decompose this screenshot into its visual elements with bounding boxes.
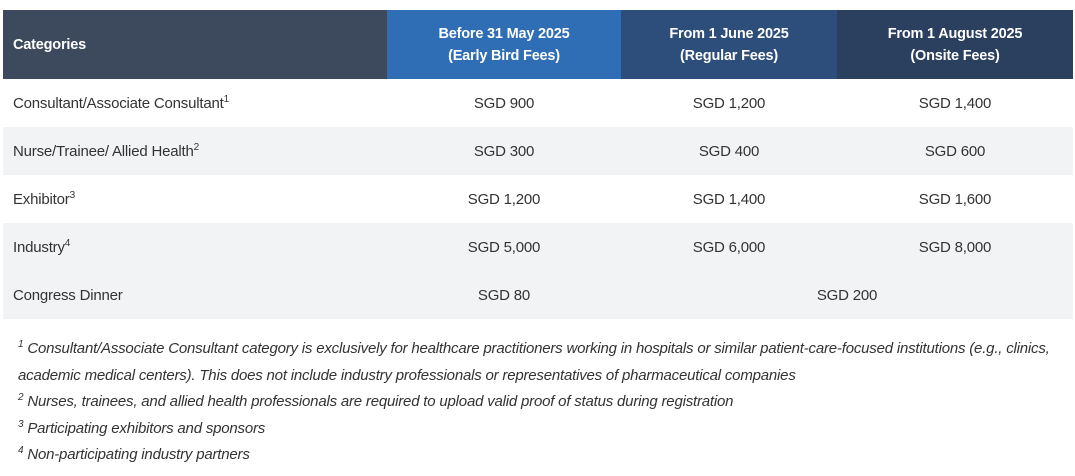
header-regular	[621, 10, 837, 79]
regular-fee: SGD 1,200	[621, 79, 837, 127]
early-fee: SGD 900	[387, 79, 621, 127]
regular-fee: SGD 6,000	[621, 223, 837, 271]
table-row	[3, 175, 1073, 223]
row-category	[3, 79, 387, 127]
footnote	[18, 442, 1058, 469]
dinner-early-fee: SGD 80	[387, 271, 621, 319]
category-label: Industry	[13, 238, 65, 256]
dinner-later-fee: SGD 200	[621, 271, 1073, 319]
table-row	[3, 223, 1073, 271]
footnote-number: 4	[18, 445, 24, 456]
footnote	[18, 336, 1058, 389]
footnote-number: 2	[18, 392, 24, 403]
footnote-mark: 4	[64, 237, 71, 249]
header-categories: Categories	[3, 10, 387, 79]
footnote-text: Consultant/Associate Consultant category is exclusively for healthcare practitioners working in hospitals or similar patient-care-focused institutions (e.g., clinics, academic medical centers). This does not include industry professionals or representatives of pharmaceutical companies	[18, 340, 1050, 384]
row-category	[3, 175, 387, 223]
footnote	[18, 416, 1058, 443]
footnote-mark: 1	[223, 93, 229, 105]
header-early-bird	[387, 10, 621, 79]
header-early-date: Before 31 May 2025	[438, 25, 570, 42]
footnotes	[18, 336, 1058, 469]
row-category: Congress Dinner	[3, 271, 387, 319]
table-row	[3, 79, 1073, 127]
footnote-text: Non-participating industry partners	[27, 446, 250, 463]
header-onsite-date: From 1 August 2025	[887, 25, 1023, 42]
header-early-label: (Early Bird Fees)	[448, 47, 560, 64]
footnote-number: 1	[18, 339, 24, 350]
footnote	[18, 389, 1058, 416]
regular-fee: SGD 400	[621, 127, 837, 175]
onsite-fee: SGD 600	[837, 127, 1073, 175]
header-onsite-label: (Onsite Fees)	[910, 47, 1000, 64]
registration-fees-table	[3, 10, 1073, 319]
row-category	[3, 127, 387, 175]
category-label: Nurse/Trainee/ Allied Health	[13, 142, 194, 160]
table-row	[3, 127, 1073, 175]
regular-fee: SGD 1,400	[621, 175, 837, 223]
footnote-number: 3	[18, 418, 24, 430]
onsite-fee: SGD 1,600	[837, 175, 1073, 223]
footnote-mark: 3	[69, 189, 75, 201]
header-regular-date: From 1 June 2025	[669, 25, 789, 42]
category-label: Exhibitor	[13, 190, 70, 208]
fees-table-container	[3, 10, 1073, 319]
onsite-fee: SGD 8,000	[837, 223, 1073, 271]
early-fee: SGD 5,000	[387, 223, 621, 271]
footnote-text: Participating exhibitors and sponsors	[27, 419, 266, 437]
footnote-text: Nurses, trainees, and allied health professionals are required to upload valid proof of status during registration	[27, 393, 734, 410]
header-regular-label: (Regular Fees)	[680, 47, 778, 64]
row-category	[3, 223, 387, 271]
onsite-fee: SGD 1,400	[837, 79, 1073, 127]
early-fee: SGD 1,200	[387, 175, 621, 223]
header-onsite	[837, 10, 1073, 79]
footnote-mark: 2	[193, 141, 199, 153]
table-row-dinner	[3, 271, 1073, 319]
table-header-row	[3, 10, 1073, 79]
early-fee: SGD 300	[387, 127, 621, 175]
category-label: Consultant/Associate Consultant	[13, 94, 224, 112]
